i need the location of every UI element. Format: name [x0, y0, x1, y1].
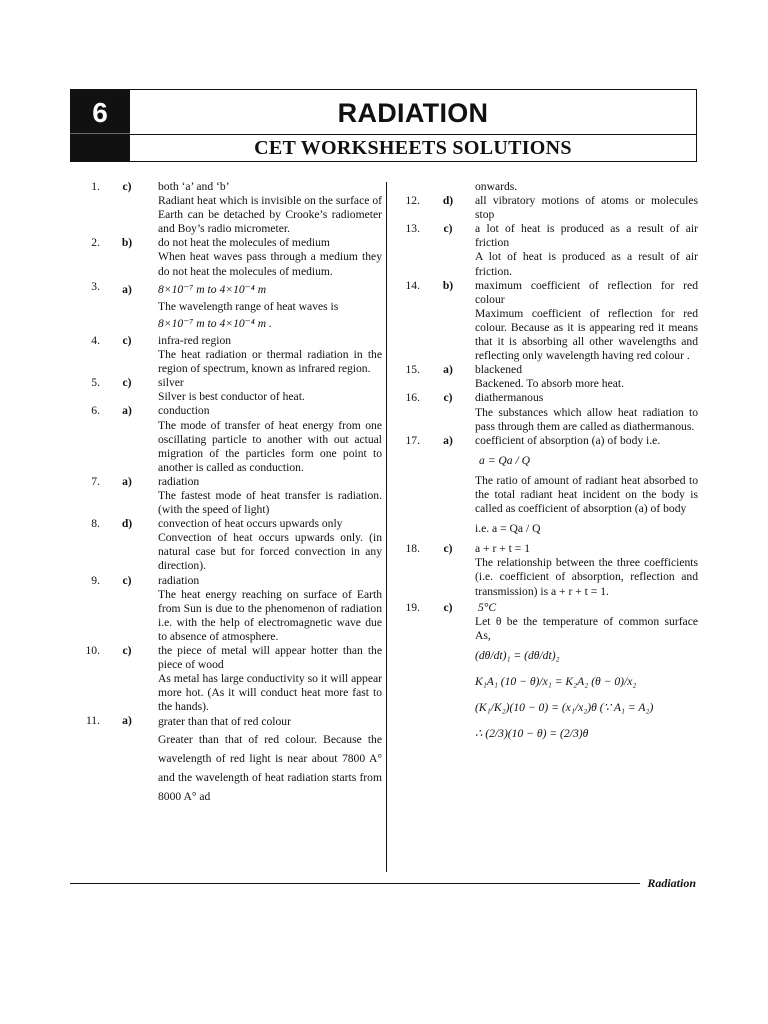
answer-option: a) [122, 714, 132, 728]
answer-option: a) [443, 433, 453, 447]
answer-option: d) [121, 517, 133, 531]
explanation-text: Radiant heat which is invisible on the surface of Earth can be detached by Crooke’s radiometer and Boy’s radio micrometer. [158, 194, 382, 236]
question-number: 17. [405, 433, 420, 447]
explanation-text: The fastest mode of heat transfer is radiation. (with the speed of light) [158, 488, 382, 517]
explanation-text: The substances which allow heat radiation to pass through them are called as diathermanous. [475, 405, 698, 433]
answer-option: c) [122, 376, 132, 390]
solution-entry [70, 644, 382, 714]
question-number: 3. [91, 279, 100, 293]
question-number: 6. [91, 404, 100, 418]
solution-entry [70, 236, 382, 278]
answer-text: coefficient of absorption (a) of body i.e. [475, 433, 661, 447]
solution-entry-continued [393, 180, 698, 194]
question-number: 11. [85, 714, 100, 728]
solution-entry [393, 391, 698, 433]
answer-text: grater than that of red colour [158, 715, 291, 729]
explanation-text: Maximum coefficient of reflection for red colour. Because as it is appearing red it means that it is absorbing all other wavelengths and reflecting only wavelength having red colour . [475, 306, 698, 363]
answer-option: c) [443, 222, 453, 236]
title-box [130, 89, 697, 162]
solution-entry [70, 574, 382, 644]
explanation-text: Let θ be the temperature of common surface As, [475, 614, 698, 642]
explanation-text: Convection of heat occurs upwards only. (in natural case but for forced convection in any direction). [158, 531, 382, 573]
column-divider [386, 182, 387, 872]
question-number: 12. [405, 194, 420, 208]
explanation-text: The wavelength range of heat waves is [158, 299, 339, 313]
answer-option: c) [443, 542, 453, 556]
explanation-text: As metal has large conductivity so it will appear more hot. (As it will conduct heat more fast to the hands). [158, 672, 382, 714]
result-equation: ∴ (2/3)(10 − θ) = (2/3)θ [475, 727, 589, 741]
explanation-text: The heat energy reaching on surface of Earth from Sun is due to the phenomenon of radiation i.e. with the help of electromagnetic wave due to absence of atmosphere. [158, 587, 382, 643]
question-number: 10. [85, 644, 100, 657]
question-number: 19. [405, 600, 420, 614]
worksheet-subtitle: CET WORKSHEETS SOLUTIONS [254, 137, 572, 159]
question-number: 4. [91, 333, 100, 347]
answer-text: both ‘a’ and ‘b’ [158, 180, 230, 193]
answer-text: the piece of metal will appear hotter than the piece of wood [158, 644, 382, 672]
answer-option: a) [443, 363, 453, 377]
solution-entry [393, 434, 698, 543]
chapter-number: 6 [92, 97, 108, 128]
answer-option: c) [443, 600, 453, 614]
answer-text: 5°C [478, 600, 497, 614]
chapter-title: RADIATION [337, 98, 489, 128]
answer-text: silver [158, 376, 184, 390]
answer-formula: 8×10⁻⁷ m to 4×10⁻⁴ m [158, 282, 267, 296]
answer-option: c) [122, 644, 132, 657]
question-number: 9. [91, 573, 100, 587]
answer-text: infra-red region [158, 333, 232, 347]
solution-entry [70, 714, 382, 806]
explanation-text: Silver is best conductor of heat. [158, 390, 305, 404]
solution-entry [393, 194, 698, 222]
answer-option: d) [442, 194, 454, 208]
answer-text: a lot of heat is produced as a result of air friction [475, 222, 698, 250]
solution-entry [70, 376, 382, 404]
solution-entry [393, 279, 698, 364]
solution-entry [70, 334, 382, 376]
explanation-text: Greater than that of red colour. Because the wavelength of red light is near about 7800 A° and the wavelength of heat radiation starts from 8000 A° ad [158, 733, 382, 804]
solution-entry [70, 475, 382, 517]
answer-text: radiation [158, 573, 200, 587]
answer-option: b) [121, 236, 133, 250]
question-number: 16. [405, 391, 420, 405]
answer-option: c) [122, 333, 132, 347]
solution-entry [393, 222, 698, 278]
answer-text: conduction [158, 404, 210, 418]
footer-rule [70, 883, 640, 884]
explanation-formula: 8×10⁻⁷ m to 4×10⁻⁴ m . [158, 316, 272, 330]
chapter-box-rule [70, 133, 130, 134]
explanation-text: A lot of heat is produced as a result of air friction. [475, 250, 698, 278]
answer-text: blackened [475, 363, 522, 377]
explanation-text: The ratio of amount of radiant heat absorbed to the total radiant heat incident on the body is called as coefficient of absorption (a) of body [475, 473, 698, 516]
solution-entry [393, 363, 698, 391]
question-number: 2. [91, 236, 100, 250]
answer-text: diathermanous [475, 391, 544, 405]
explanation-text: Backened. To absorb more heat. [475, 377, 624, 391]
answer-text: a + r + t = 1 [475, 542, 531, 556]
chapter-header [70, 89, 697, 162]
answer-option: a) [122, 474, 132, 488]
answer-text: convection of heat occurs upwards only [158, 517, 343, 531]
answer-text: do not heat the molecules of medium [158, 236, 330, 250]
answer-option: c) [122, 573, 132, 587]
explanation-text: The heat radiation or thermal radiation in the region of spectrum, known as infrared region. [158, 348, 382, 376]
chapter-number-box [70, 89, 130, 162]
question-number: 14. [405, 278, 420, 292]
answer-option: c) [443, 391, 453, 405]
answer-option: b) [442, 278, 454, 292]
question-number: 8. [91, 517, 100, 531]
absorption-formula-restated: i.e. a = Qa / Q [475, 522, 541, 536]
question-number: 1. [91, 180, 100, 193]
ratio-equation: (K₁/K₂)(10 − 0) = (x₁/x₂)θ (∵ A₁ = A₂) [475, 701, 654, 715]
answer-option: a) [122, 404, 132, 418]
solution-entry [393, 601, 698, 748]
question-number: 18. [405, 542, 420, 556]
right-column [393, 180, 698, 747]
question-number: 7. [91, 474, 100, 488]
left-column [70, 180, 382, 806]
solution-entry [393, 542, 698, 598]
footer-chapter-label: Radiation [647, 876, 696, 890]
question-number: 5. [91, 376, 100, 390]
answer-text: maximum coefficient of reflection for red colour [475, 278, 698, 306]
solution-entry [70, 404, 382, 474]
answer-option: c) [122, 180, 132, 193]
answer-text: radiation [158, 474, 200, 488]
answer-option: a) [122, 282, 132, 296]
continued-text: onwards. [475, 180, 518, 193]
explanation-text: The relationship between the three coefficients (i.e. coefficient of absorption, reflection and transmission) is a + r + t = 1. [475, 556, 698, 598]
explanation-text: When heat waves pass through a medium they do not heat the molecules of medium. [158, 250, 382, 278]
conduction-equation: K₁A₁ (10 − θ)/x₁ = K₂A₂ (θ − 0)/x₂ [475, 675, 637, 688]
heat-flow-equation: (dθ/dt)₁ = (dθ/dt)₂ [475, 648, 560, 662]
solution-entry [70, 280, 382, 334]
question-number: 15. [405, 363, 420, 377]
solution-entry [70, 517, 382, 573]
explanation-text: The mode of transfer of heat energy from one oscillating particle to another with out actual migration of the particles form one point to another is called as conduction. [158, 418, 382, 474]
question-number: 13. [405, 222, 420, 236]
answer-text: all vibratory motions of atoms or molecules stop [475, 194, 698, 222]
absorption-formula: a = Qa / Q [479, 453, 530, 467]
solution-entry [70, 180, 382, 236]
